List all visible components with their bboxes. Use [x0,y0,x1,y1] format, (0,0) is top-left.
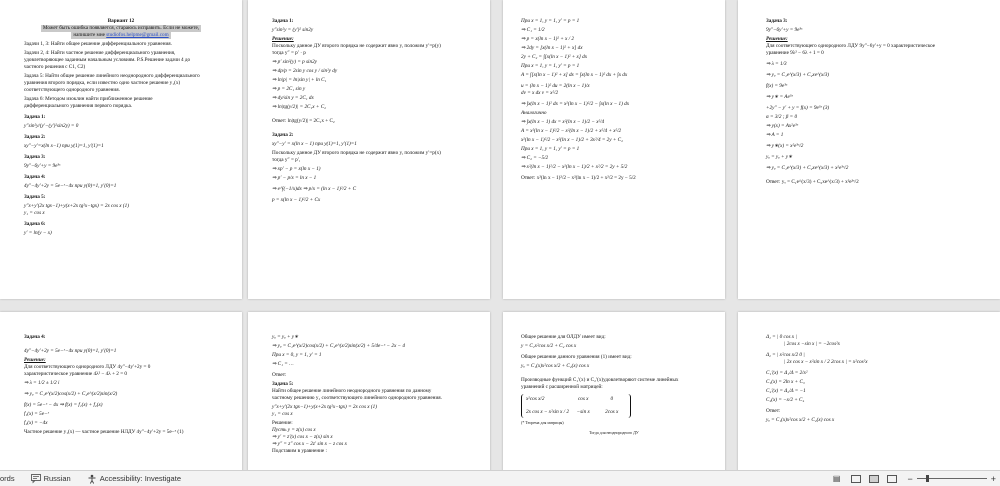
math-line: yₒ = C₁(x)x²cos x/2 + C₂(x) cos x [521,363,590,370]
text-line: Общее решение данного уравнения (1) имеет вид: [521,354,632,361]
math-line: ⇒ y(x) = Ax²e³ˣ [766,123,799,130]
text-line: Частное решение y₁(x) — частное решение НЛДУ 4y″−4y′+2y = 5e−ˣ (1) [24,429,184,436]
task-formula: y₁ = cos x [272,411,293,418]
math-line: yₒ = yₒ + y∗ [272,334,299,340]
intro-line: Задачи 2, 4: Найти частное решение дифференциального уравнения, [24,50,176,57]
matrix-cell: −sin x [576,409,590,416]
intro-line: дифференциального уравнения первого порядка. [24,103,133,110]
math-line: При x = 0, y = 1, y′ = 1 [272,352,322,359]
task-heading: Задача 1: [272,18,294,24]
text-line: Подставим в уравнение : [272,448,327,455]
task-heading: Задача 2: [24,134,46,141]
task-heading: Задача 1: [24,114,46,121]
math-line: ⇒ ln|tg(y/2)| = 2C₁x + C₂ [272,104,326,111]
math-line: ⇒ λ = 1/3 [766,61,787,68]
language-indicator[interactable] [31,474,71,483]
task-formula: y″sin²y/(y′−(y′)²sin2y) = 0 [24,123,79,130]
text-line: частному решению y₁ соответствующего линейного однородного уравнения. [272,395,442,402]
math-line: При x = 1, y = 1, y′ = p = 1 [521,146,580,153]
math-line: C₁′(x) = Δ₁/Δ = 2/x² [766,370,808,377]
math-line: ⇒ C₁ = 1/2 [521,27,545,34]
variant-title: Вариант 12 [107,18,135,24]
task-heading: Задача 2: [272,132,294,139]
answer-line: Ответ: [766,408,781,415]
math-line: ⇒ p = 2C₁ sin y [272,86,306,93]
task-heading: Задача 5: [24,194,46,201]
math-line: yₒ = yₒ + y∗ [766,154,793,161]
math-line: ⇒ A = 1 [766,132,784,139]
math-line: | 2x cos x − x²sin x / 2 2cos x | = x²cos²x [784,359,868,366]
math-line: A = ∫[x(ln x − 1)² + x] dx = ∫x(ln x − 1)² dx + ∫x dx [521,72,628,79]
zoom-in-button[interactable]: + [990,473,996,484]
math-line: ⇒ dp/p = 2sin y cos y / sin²y dy [272,68,338,75]
zoom-slider[interactable] [917,478,987,479]
word-count[interactable]: ords [0,474,15,483]
task-formula: y″sin²y = (y′)² sin2y [272,27,314,34]
math-line: Δ₁ = | 0 cos x | [766,334,797,340]
task-formula: 9y″−6y′+y = 9e³ˣ [766,27,803,34]
zoom-out-button[interactable]: − [907,473,913,484]
math-line: 2y + C₂ = ∫[x(ln x − 1)² + x] dx [521,54,588,61]
text-line: характеристическое уравнение 4λ² − 4λ + 2 = 0 [24,371,128,378]
task-formula: 9y″−6y′+y = 9e³ˣ [24,163,61,170]
math-line: ⇒ ∫x(ln x − 1)² dx = x²(ln x − 1)²/2 − ∫x(ln x − 1) dx [521,101,630,108]
text-line: Поскольку данное ДУ второго порядка не содержит явно y, положим y′=p(x) [272,150,441,157]
intro-line: соответствующего однородного уравнения. [24,87,120,94]
text-line: Для соответствующего однородного ЛДУ 9y″−6y′+y = 0 характеристическое [766,43,936,50]
math-line: ⇒ dy/sin y = 2C₁ dx [272,95,314,102]
math-line: ⇒ x²(ln x − 1)²/2 − x²(ln x − 1)/2 + x²/2 = 2y + 5/2 [521,164,628,171]
text-line: тогда y″ = p′ · p [272,50,306,57]
page-6 [248,312,490,482]
solution-label: Решение: [766,36,788,43]
text-line: уравнений с расширенной матрицей: [521,384,603,391]
math-line: ⇒ yₒ = C₁e^(x/2)cos(x/2) + C₂e^(x/2)sin(x/2) [24,391,118,398]
math-line: ⇒ y″ = z″ cos x − 2z′ sin x − z cos x [272,441,347,448]
answer-line: Ответ: x²(ln x − 1)²/2 − x²(ln x − 1)/2 + x²/2 = 2y − 5/2 [521,175,636,182]
intro-line: Задачи 1, 3: Найти общее решение дифференциального уравнения. [24,41,172,48]
solution-label: Решение: [272,36,294,43]
math-line: f₁(x) = 5e−ˣ [24,411,49,418]
math-line: ⇒ p = x(ln x − 1)² + x / 2 [521,36,574,43]
text-line: Для соответствующего однородного ЛДУ 4y″−4y′+2y = 0 [24,364,151,371]
matrix-cell: 0 [610,396,614,403]
focus-mode-icon[interactable]: ▤ [832,474,841,483]
language-icon [31,474,41,483]
text-line: Производные функций C₁′(x) и C₂′(x)удовлетворяют системе линейных [521,377,679,384]
math-line: f(x) = 9e³ˣ [766,83,788,90]
text-line: Общее решение для ОЛДУ имеет вид: [521,334,606,340]
math-line: ⇒ y∗ = Ae³ˣ [766,94,793,101]
page-5 [0,312,242,482]
math-line: ⇒ ln|p| = ln|sin y| + ln C₁ [272,77,327,84]
intro-line: удовлетворяющее заданным начальным условиям. P.S.Решение задачи 4 до [24,57,191,64]
zoom-slider-thumb[interactable] [926,475,929,482]
math-line: A = x²(ln x − 1)²/2 − x²(ln x − 1)/2 + x²/4 + x²/2 [521,128,622,135]
task-formula: 4y″−4y′+2y = 5e−ˣ−4x при y(0)=1, y′(0)=1 [24,348,117,355]
task-heading: Задача 4: [24,334,46,340]
page-1 [0,0,242,299]
intro-line: частного решения с C1, C2) [24,64,86,71]
matrix-cell: x²cos x/2 [526,396,545,403]
augmented-matrix [521,394,631,418]
math-line: При x = 1, y = 1, y′ = p = 1 [521,63,580,70]
read-mode-button[interactable] [851,475,861,483]
solution-label: Решение: [24,357,46,364]
math-line: Пусть y = z(x) cos x [272,427,316,434]
language-label: Russian [43,474,71,483]
status-bar [0,470,1000,486]
math-line: Δ₂ = | x²cos x/2 0 | [766,352,805,359]
notice-text-2: напишите мне [73,32,105,39]
view-controls [833,474,1000,484]
text-line: Найти общее решение линейного неоднородного уравнения по данному [272,388,432,395]
task-heading: Задача 3: [766,18,788,24]
task-formula: xy″−y′ = x(ln x − 1) при y(1)=1, y′(1)=1 [272,141,357,148]
math-line: y = C₁x²cos x/2 + C₂ cos x [521,343,577,350]
answer-line: Ответ: ln|tg(y/2)| = 2C₁x + C₂ [272,118,335,125]
math-line: ⇒ e^∫(−1/x)dx ⇒ p/x = (ln x − 1)²/2 + C [272,186,357,193]
math-line: f₂(x) = −4x [24,420,48,427]
notice-text: Может быть ошибка появляется, стараюсь исправить. Если не можете, [42,25,200,32]
math-line: ⇒ C₁ = … [272,361,294,368]
math-line: ⇒ yₒ = C₁e^(x/3) + C₂xe^(x/3) [766,72,830,79]
math-line: C₂(x) = −x/2 + C₄ [766,397,805,404]
math-line: yₒ = C₁(x)x²cos x/2 + C₂(x) cos x [766,417,835,424]
intro-line: уравнения второго порядка, если известно одно частное решение y₁(x) [24,80,181,87]
math-line: ⇒ yₒ = C₁e^(x/3) + C₂xe^(x/3) + x²e³ˣ/2 [766,165,849,172]
math-line: ⇒ λ = 1/2 ± 1/2 i [24,380,60,387]
math-line: p = x(ln x − 1)²/2 + Cx [272,197,321,204]
task-formula: y₁ = cos x [24,210,45,217]
solution-label: Решение: [272,420,293,427]
math-line: C₂′(x) = Δ₂/Δ = −1 [766,388,806,395]
task-formula: y″x+y′(2x tgx−1)+y(x+2x tg²x−tgx) = 2x cos x (1) [272,404,377,411]
text-line: уравнение 9λ² − 6λ + 1 = 0 [766,50,824,57]
math-line: α = 3/2 ; β = 0 [766,114,798,121]
text-line: Поскольку данное ДУ второго порядка не содержит явно y, положим y′=p(y) [272,43,441,50]
math-line: ⇒ yₒ = C₁e^(x/2)cos(x/2) + C₂e^(x/2)sin(x/2) + 5/4e−ˣ − 2x − 4 [272,343,405,350]
math-line: u = (ln x − 1)² du = 2(ln x − 1)/x [521,83,590,90]
math-line: dv = x dx v = x²/2 [521,90,559,97]
matrix-cell: 2x cos x − x²sin x / 2 [526,409,569,416]
math-line: ⇒ p′ sin²(y) = p sin2y [272,59,317,66]
math-line: | 2cos x −sin x | = −2cos²x [784,341,840,348]
page-2 [248,0,490,299]
page-7 [503,312,725,482]
math-line: +2y″ − y′ + y = f(x) = 9e³ˣ (3) [766,105,830,112]
email-link[interactable]: studiofos.helpme@gmail.com [106,32,169,39]
matrix-cell: cos x [577,396,589,403]
intro-line: Задача 5: Найти общее решение линейного неоднородного дифференциального [24,73,200,80]
answer-line: Ответ: [272,372,287,379]
page-8 [738,312,1000,482]
task-heading: Задача 4: [24,174,46,181]
task-heading: Задача 3: [24,154,46,161]
math-line: При x = 1, y = 1, y′ = p = 1 [521,18,580,24]
matrix-cell: 2cos x [605,409,619,416]
note-text: (* Теорема для матрицы) [521,420,564,426]
math-line: ⇒ ∫x(ln x − 1) dx = x²(ln x − 1)/2 − x²/4 [521,119,605,126]
task-formula: y′ = ln(y − x) [24,230,52,237]
math-line: Аналогично [521,110,547,117]
math-line: ⇒ p′ − p/x = ln x − 1 [272,175,317,182]
page-3 [503,0,725,299]
task-formula: xy″−y′=x(ln x−1) при y(1)=1, y′(1)=1 [24,143,104,150]
math-line: C₁(x) = 2ln x + C₃ [766,379,805,386]
accessibility-checker[interactable] [87,474,181,484]
print-layout-button[interactable] [869,475,879,483]
page-4 [738,0,1000,299]
task-formula: 4y″−4y′+2y = 5e−ˣ−4x при y(0)=1, y′(0)=1 [24,183,117,190]
math-line: ⇒ y∗(x) = x²e³ˣ/2 [766,143,804,150]
math-line: ⇒ y′ = z′(x) cos x − z(x) sin x [272,434,333,441]
task-heading: Задача 6: [24,221,46,228]
accessibility-label: Accessibility: Investigate [99,474,181,483]
math-line: f(x) = 5e−ˣ − 4x ⇒ f(x) = f₁(x) + f₂(x) [24,402,103,409]
math-line: ⇒ C₂ = −5/2 [521,155,549,162]
task-formula: y″x+y′(2x tgx−1)+y(x+2x tg²x−tgx) = 2x cos x (1) [24,203,129,210]
answer-line: Ответ: yₒ = C₁e^(x/3) + C₂xe^(x/3) + x²e³ˣ/2 [766,179,859,186]
intro-line: Задача 6: Методом изоклин найти приближенное решение [24,96,153,103]
text-line: тогда y″ = p′, [272,157,301,164]
math-line: ⇒ xp′ − p = x(ln x − 1) [272,166,321,173]
math-line: ⇒ 2dy = [x(ln x − 1)² + x] dx [521,45,583,52]
math-line: x²(ln x − 1)²/2 − x²(ln x − 1)/2 + 3x²/4 = 2y + C₂ [521,137,623,144]
note-text: Тогда для неоднородного ДУ [589,429,639,435]
task-heading: Задача 5: [272,381,294,388]
tasks-intro [24,41,218,110]
web-layout-button[interactable] [887,475,897,483]
accessibility-icon [87,474,97,484]
